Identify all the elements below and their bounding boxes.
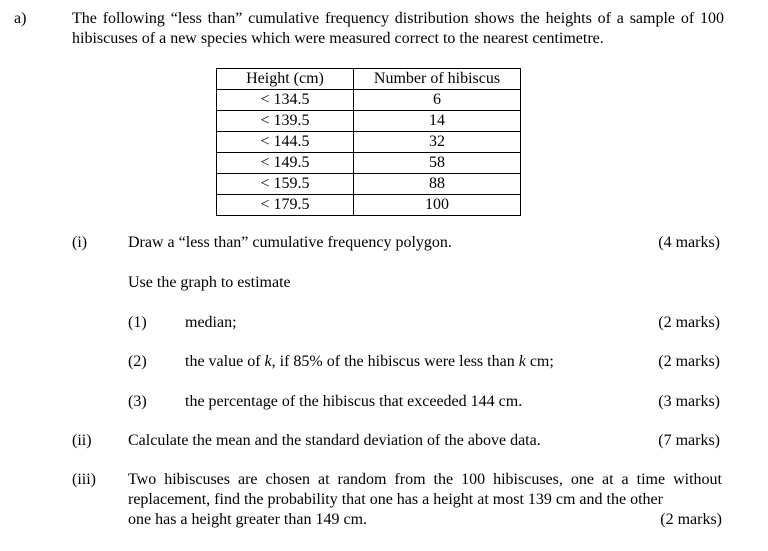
- question-i-marks: (4 marks): [658, 234, 720, 251]
- question-iii-marks: (2 marks): [660, 511, 722, 528]
- part-label: a): [14, 10, 27, 27]
- question-ii-marks: (7 marks): [658, 432, 720, 449]
- sub-question-2-marks: (2 marks): [658, 353, 720, 370]
- table-cell-count: 32: [354, 132, 521, 153]
- sub-question-3-text: the percentage of the hibiscus that exceeded 144 cm.: [185, 393, 523, 410]
- variable-k: k: [518, 353, 526, 370]
- table-cell-count: 88: [354, 174, 521, 195]
- question-iii-text-end: one has a height greater than 149 cm.: [128, 511, 368, 528]
- table-row: [217, 132, 521, 153]
- table-header-row: [217, 69, 521, 90]
- table-cell-height: < 149.5: [217, 153, 354, 174]
- sub-question-2-text-b: , if 85% of the hibiscus were less than: [271, 353, 519, 370]
- table-cell-height: < 144.5: [217, 132, 354, 153]
- sub-question-2-text-a: the value of: [185, 353, 265, 370]
- question-i-text: Draw a “less than” cumulative frequency polygon.: [128, 234, 452, 251]
- table-cell-height: < 159.5: [217, 174, 354, 195]
- table-cell-count: 100: [354, 195, 521, 216]
- table-row: [217, 174, 521, 195]
- table-cell-height: < 139.5: [217, 111, 354, 132]
- sub-question-3-number: (3): [128, 393, 147, 410]
- sub-question-1-number: (1): [128, 314, 147, 331]
- question-i-number: (i): [72, 234, 88, 251]
- question-ii-text: Calculate the mean and the standard deviation of the above data.: [128, 432, 541, 449]
- sub-question-2-text-c: cm;: [525, 353, 554, 370]
- table-row: [217, 195, 521, 216]
- question-ii-number: (ii): [72, 432, 92, 449]
- question-i-lead: Use the graph to estimate: [128, 274, 291, 291]
- table-cell-count: 58: [354, 153, 521, 174]
- table-row: [217, 90, 521, 111]
- table-cell-count: 14: [354, 111, 521, 132]
- table-row: [217, 153, 521, 174]
- question-iii-text: Two hibiscuses are chosen at random from the 100 hibiscuses, one at a time without replacement, find the probability that one has a height at most 139 cm and the other: [128, 471, 722, 508]
- table-cell-height: < 179.5: [217, 195, 354, 216]
- table-cell-height: < 134.5: [217, 90, 354, 111]
- sub-question-2-text: [185, 352, 554, 372]
- sub-question-2-number: (2): [128, 353, 147, 370]
- intro-paragraph: The following “less than” cumulative frequency distribution shows the heights of a sample of 100 hibiscuses of a new species which were measured correct to the nearest centimetre.: [72, 10, 724, 47]
- table-header-height: Height (cm): [217, 69, 354, 90]
- cumulative-frequency-table: [216, 68, 521, 216]
- sub-question-1-marks: (2 marks): [658, 314, 720, 331]
- table-header-count: Number of hibiscus: [354, 69, 521, 90]
- variable-k: k: [264, 353, 272, 370]
- table-cell-count: 6: [354, 90, 521, 111]
- sub-question-3-marks: (3 marks): [658, 393, 720, 410]
- question-iii-paragraph: [128, 470, 722, 530]
- question-iii-number: (iii): [72, 471, 96, 488]
- question-iii-last-line: [128, 510, 722, 530]
- table-row: [217, 111, 521, 132]
- sub-question-1-text: median;: [185, 314, 237, 331]
